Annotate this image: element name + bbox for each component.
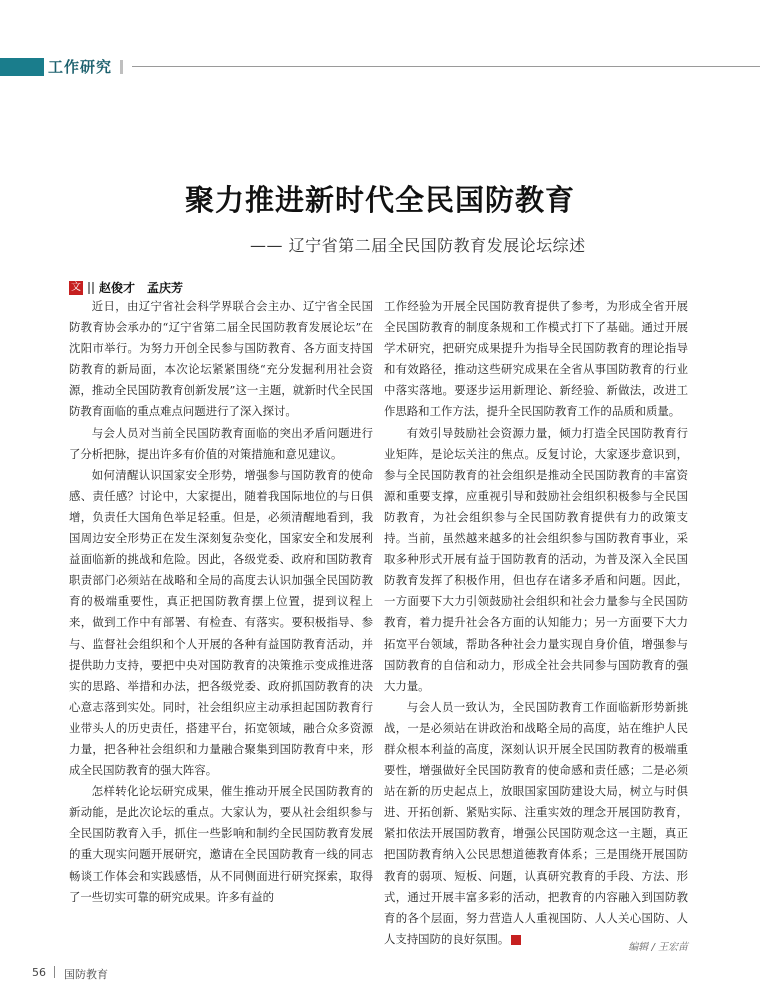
paragraph: 与会人员对当前全民国防教育面临的突出矛盾问题进行了分析把脉，提出许多有价值的对策措施和意见建议。 [69,425,373,461]
section-label: 工作研究 [48,58,113,76]
page-number: 56 [32,966,46,979]
end-mark-icon: G [511,935,521,945]
section-separator [120,60,123,74]
editor-credit: 编辑 / 王宏苗 [628,942,688,953]
left-column [69,296,373,908]
author-separator [88,282,90,294]
header-rule [132,66,760,67]
paragraph: 近日，由辽宁省社会科学界联合会主办、辽宁省全民国防教育协会承办的“辽宁省第二届全民国防教育发展论坛”在沈阳市举行。为努力开创全民参与国防教育、各方面支持国防教育的新局面，本次论坛紧紧围绕“充分发掘利用社会资源，推动全民国防教育创新发展”这一主题，就新时代全民国防教育面临的重点难点问题进行了深入探讨。 [69,299,373,419]
paragraph-text: 与会人员一致认为，全民国防教育工作面临新形势新挑战，一是必须站在讲政治和战略全局的高度，站在维护人民群众根本利益的高度，深刻认识开展全民国防教育的极端重要性，增强做好全民国防教育的使命感和责任感；二是必须站在新的历史起点上，放眼国家国防建设大局，树立与时俱进、开拓创新、紧贴实际、注重实效的理念开展国防教育，紧扣依法开展国防教育，增强公民国防观念这一主题，真正把国防教育纳入公民思想道德教育体系；三是围绕开展国防教育的弱项、短板、问题，认真研究教育的手段、方法、形式，通过开展丰富多彩的活动，把教育的内容融入到国防教育的各个层面，努力营造人人重视国防、人人关心国防、人人支持国防的良好氛围。 [384,699,688,946]
paragraph: 工作经验为开展全民国防教育提供了参考，为形成全省开展全民国防教育的制度条规和工作模式打下了基础。通过开展学术研究，把研究成果提升为指导全民国防教育的理论指导和有效路径，推动这些研究成果在全省从事国防教育的行业中落实落地。要逐步运用新理论、新经验、新做法，改进工作思路和工作方法，提升全民国防教育工作的品质和质量。 [384,299,688,419]
paragraph: 怎样转化论坛研究成果，催生推动开展全民国防教育的新动能，是此次论坛的重点。大家认为，要从社会组织参与全民国防教育入手，抓住一些影响和制约全民国防教育发展的重大现实问题开展研究，邀请在全民国防教育一线的同志畅谈工作体会和实践感悟，从不同侧面进行研究探索，取得了一些切实可靠的研究成果。许多有益的 [69,784,373,904]
article-authors: 赵俊才 孟庆芳 [99,281,184,295]
right-column [384,296,688,950]
author-icon: 文 [71,282,81,293]
paragraph: 有效引导鼓励社会资源力量，倾力打造全民国防教育行业矩阵，是论坛关注的焦点。反复讨论，大家逐步意识到，参与全民国防教育的社会组织是推动全民国防教育的丰富资源和重要支撑，应重视引导和鼓励社会组织积极参与全民国防教育，为社会组织参与全民国防教育提供有力的政策支持。当前，虽然越来越多的社会组织参与国防教育事业，采取多种形式开展有益于国防教育的活动，为普及深入全民国防教育发挥了积极作用，但也存在诸多矛盾和问题。因此，一方面要下大力引领鼓励社会组织和社会力量参与全民国防教育，着力提升社会各方面的认知能力；另一方面要下大力拓宽平台领域，帮助各种社会力量实现自身价值，增强参与国防教育的自信和动力，形成全社会共同参与国防教育的强大力量。 [384,425,688,693]
paragraph [384,697,688,950]
article-title: 聚力推进新时代全民国防教育 [184,183,575,217]
author-separator [92,282,94,294]
footer-separator [54,966,55,978]
section-color-bar [0,58,44,76]
article-subtitle: —— 辽宁省第二届全民国防教育发展论坛综述 [250,236,586,255]
magazine-name: 国防教育 [64,968,108,981]
paragraph: 如何清醒认识国家安全形势，增强参与国防教育的使命感、责任感？讨论中，大家提出，随着我国际地位的与日俱增，负责任大国角色举足轻重。但是，必须清醒地看到，我国周边安全形势正在发生深刻复杂变化，国家安全和发展利益面临新的挑战和危险。因此，各级党委、政府和国防教育职责部门必须站在战略和全局的高度去认识加强全民国防教育的极端重要性，真正把国防教育摆上位置，提到议程上来，做到工作中有部署、有检查、有落实。要积极指导、参与、监督社会组织和个人开展的各种有益国防教育活动，并提供助力支持，要把中央对国防教育的决策推示变成推进落实的思路、举措和办法，把各级党委、政府抓国防教育的决心意志落到实处。同时，社会组织应主动承担起国防教育行业带头人的历史责任，搭建平台，拓宽领域，融合众多资源力量，把各种社会组织和力量融合聚集到国防教育中来，形成全民国防教育的强大阵容。 [69,467,373,778]
